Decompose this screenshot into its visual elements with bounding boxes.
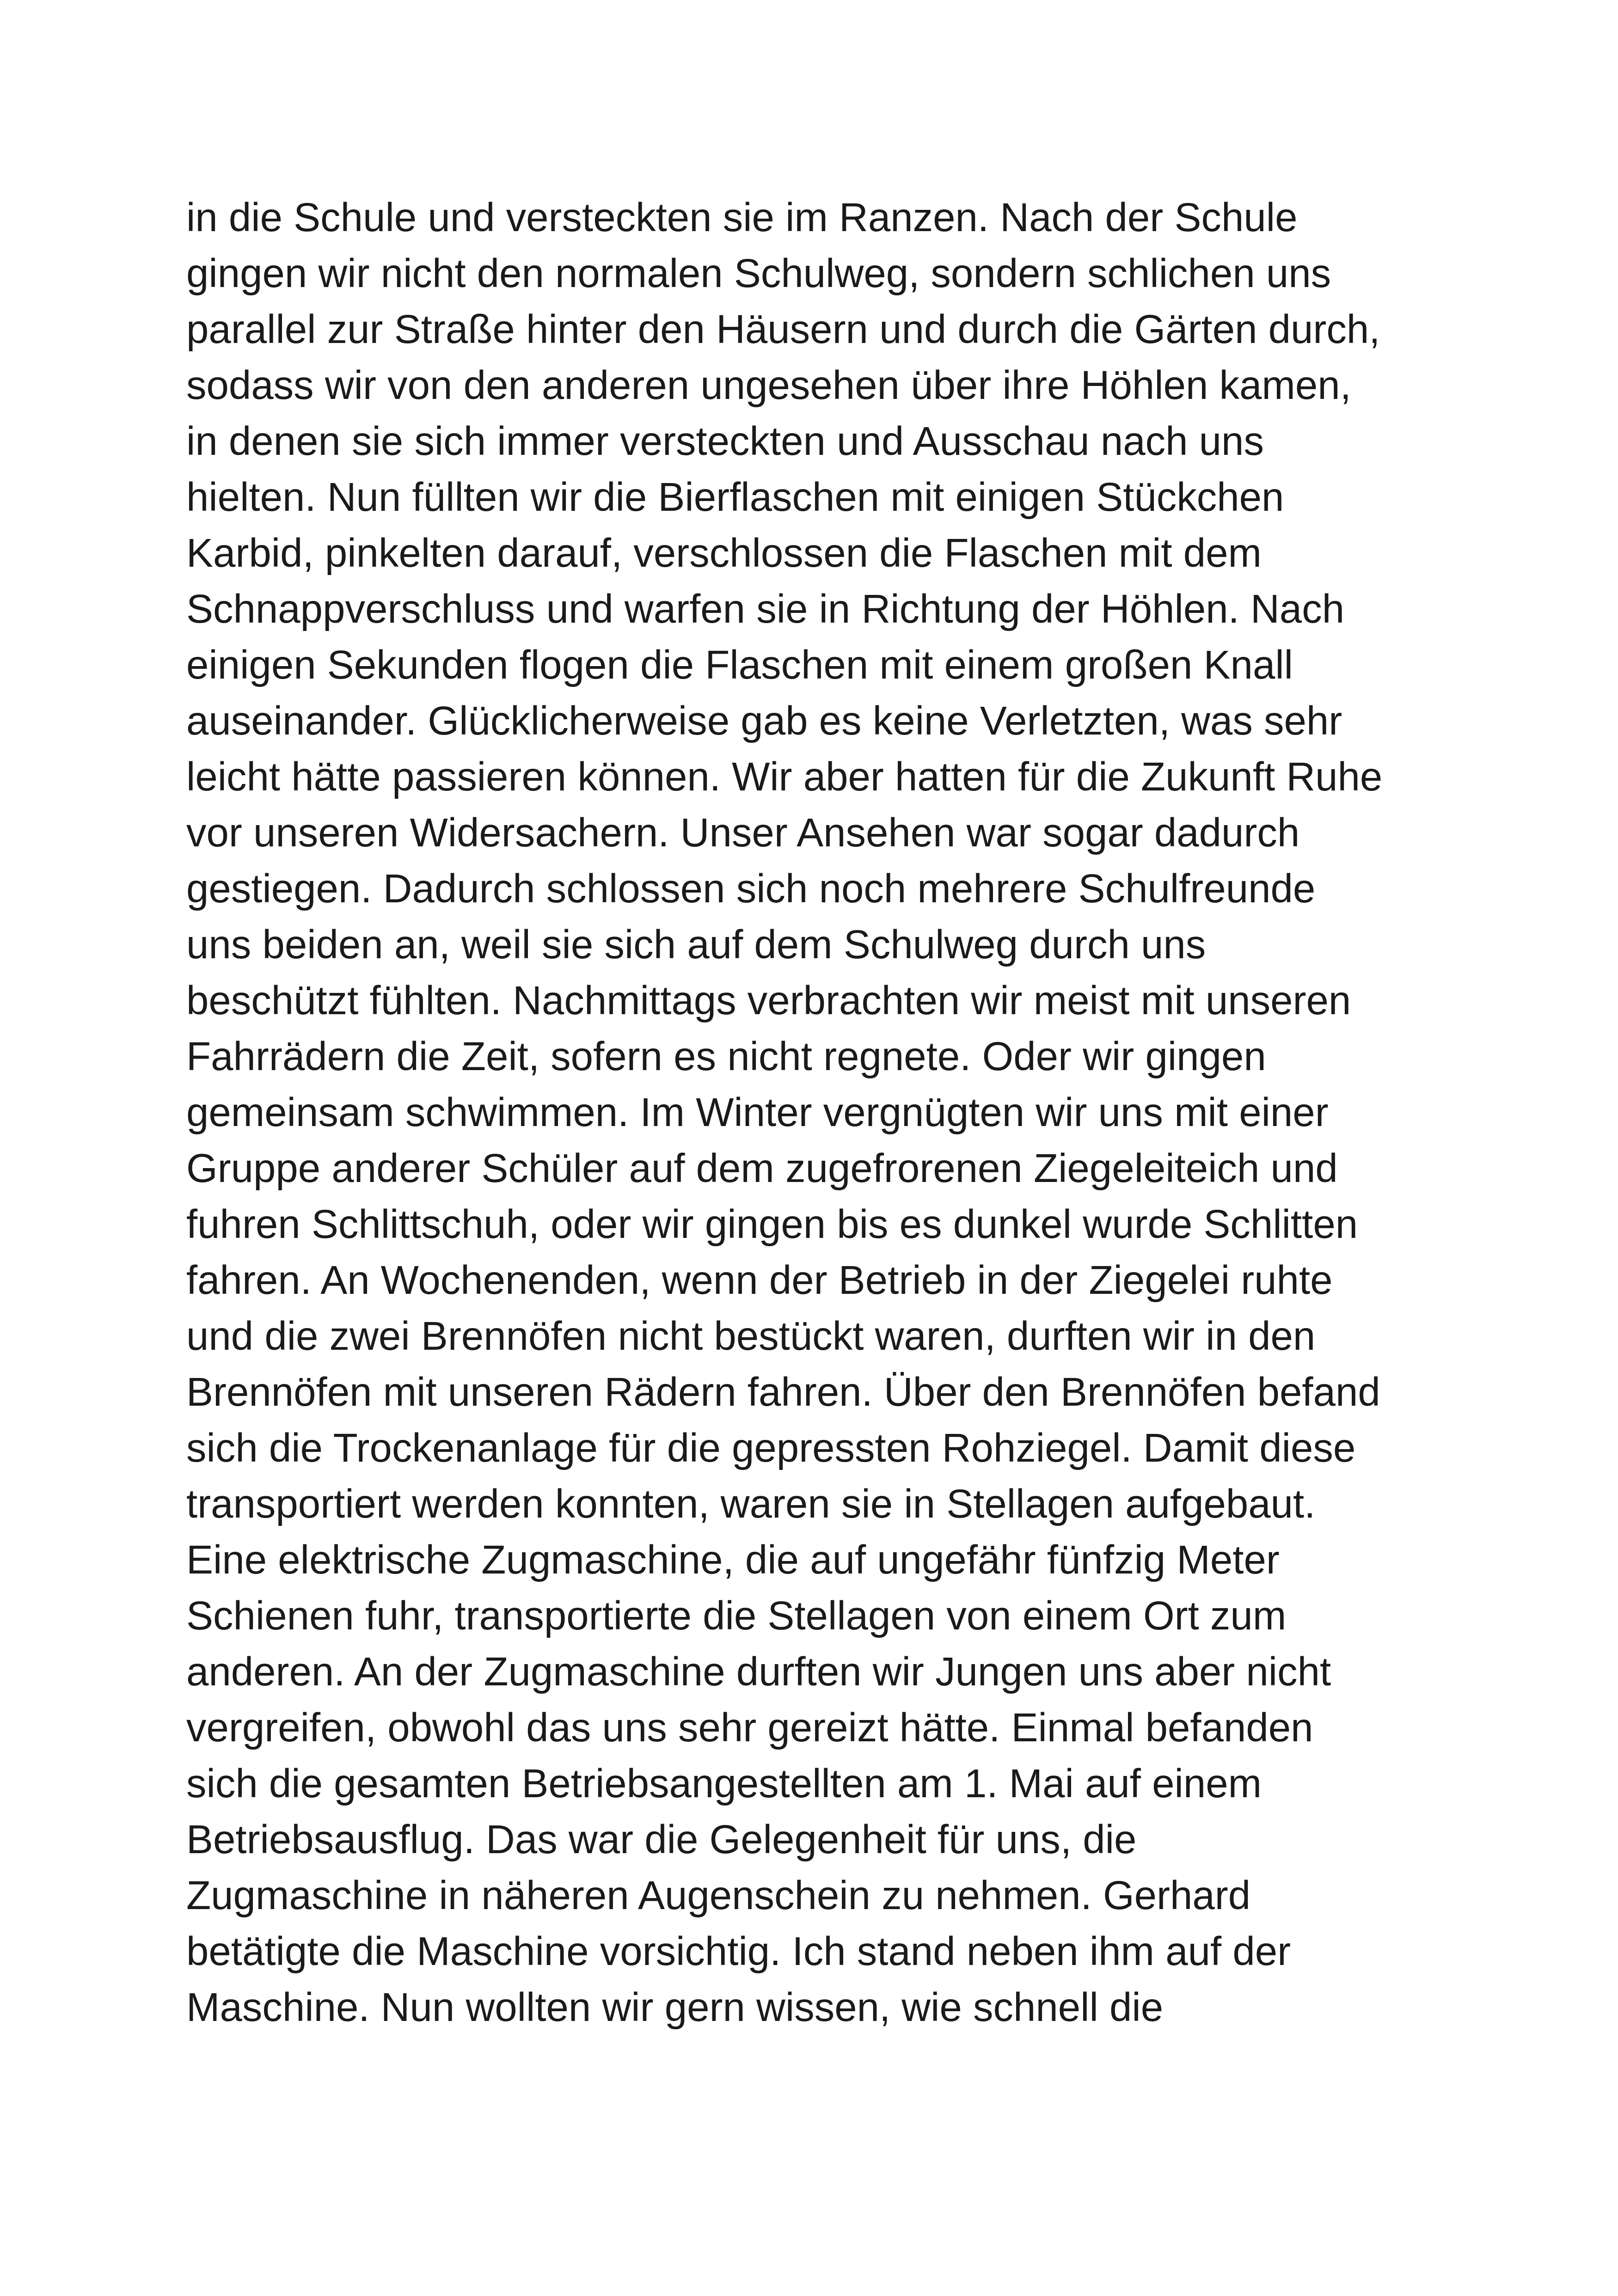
text-line: Schnappverschluss und warfen sie in Richtung der Höhlen. Nach [186, 587, 1345, 631]
text-line: transportiert werden konnten, waren sie in Stellagen aufgebaut. [186, 1482, 1316, 1526]
text-line: gingen wir nicht den normalen Schulweg, sondern schlichen uns [186, 251, 1331, 296]
body-text [186, 190, 1481, 2035]
text-line: hielten. Nun füllten wir die Bierflaschen mit einigen Stückchen [186, 475, 1284, 520]
text-line: Brennöfen mit unseren Rädern fahren. Über den Brennöfen befand [186, 1370, 1380, 1414]
text-line: gestiegen. Dadurch schlossen sich noch mehrere Schulfreunde [186, 866, 1316, 911]
text-line: Fahrrädern die Zeit, sofern es nicht regnete. Oder wir gingen [186, 1034, 1266, 1079]
text-line: Karbid, pinkelten darauf, verschlossen die Flaschen mit dem [186, 531, 1262, 576]
text-line: auseinander. Glücklicherweise gab es keine Verletzten, was sehr [186, 698, 1342, 743]
text-line: Maschine. Nun wollten wir gern wissen, wie schnell die [186, 1985, 1164, 2030]
text-line: vergreifen, obwohl das uns sehr gereizt hätte. Einmal befanden [186, 1705, 1313, 1750]
text-line: anderen. An der Zugmaschine durften wir Jungen uns aber nicht [186, 1649, 1331, 1694]
text-line: vor unseren Widersachern. Unser Ansehen war sogar dadurch [186, 810, 1300, 855]
text-line: und die zwei Brennöfen nicht bestückt waren, durften wir in den [186, 1314, 1316, 1359]
text-line: betätigte die Maschine vorsichtig. Ich stand neben ihm auf der [186, 1929, 1291, 1974]
text-line: uns beiden an, weil sie sich auf dem Schulweg durch uns [186, 922, 1206, 967]
text-line: in die Schule und versteckten sie im Ranzen. Nach der Schule [186, 195, 1298, 240]
text-line: fahren. An Wochenenden, wenn der Betrieb in der Ziegelei ruhte [186, 1258, 1333, 1303]
text-line: beschützt fühlten. Nachmittags verbrachten wir meist mit unseren [186, 978, 1351, 1023]
text-line: Eine elektrische Zugmaschine, die auf ungefähr fünfzig Meter [186, 1537, 1280, 1582]
text-line: leicht hätte passieren können. Wir aber hatten für die Zukunft Ruhe [186, 754, 1383, 799]
text-line: einigen Sekunden flogen die Flaschen mit einem großen Knall [186, 643, 1293, 687]
text-line: gemeinsam schwimmen. Im Winter vergnügten wir uns mit einer [186, 1090, 1329, 1135]
text-line: sodass wir von den anderen ungesehen über ihre Höhlen kamen, [186, 363, 1351, 408]
text-line: in denen sie sich immer versteckten und Ausschau nach uns [186, 419, 1264, 464]
text-line: Gruppe anderer Schüler auf dem zugefrorenen Ziegeleiteich und [186, 1146, 1338, 1191]
text-line: sich die Trockenanlage für die gepressten Rohziegel. Damit diese [186, 1426, 1356, 1470]
text-line: Betriebsausflug. Das war die Gelegenheit für uns, die [186, 1817, 1137, 1862]
text-line: sich die gesamten Betriebsangestellten am 1. Mai auf einem [186, 1761, 1262, 1806]
text-line: Zugmaschine in näheren Augenschein zu nehmen. Gerhard [186, 1873, 1251, 1918]
text-line: Schienen fuhr, transportierte die Stellagen von einem Ort zum [186, 1593, 1287, 1638]
text-line: parallel zur Straße hinter den Häusern und durch die Gärten durch, [186, 307, 1380, 352]
text-line: fuhren Schlittschuh, oder wir gingen bis es dunkel wurde Schlitten [186, 1202, 1358, 1247]
